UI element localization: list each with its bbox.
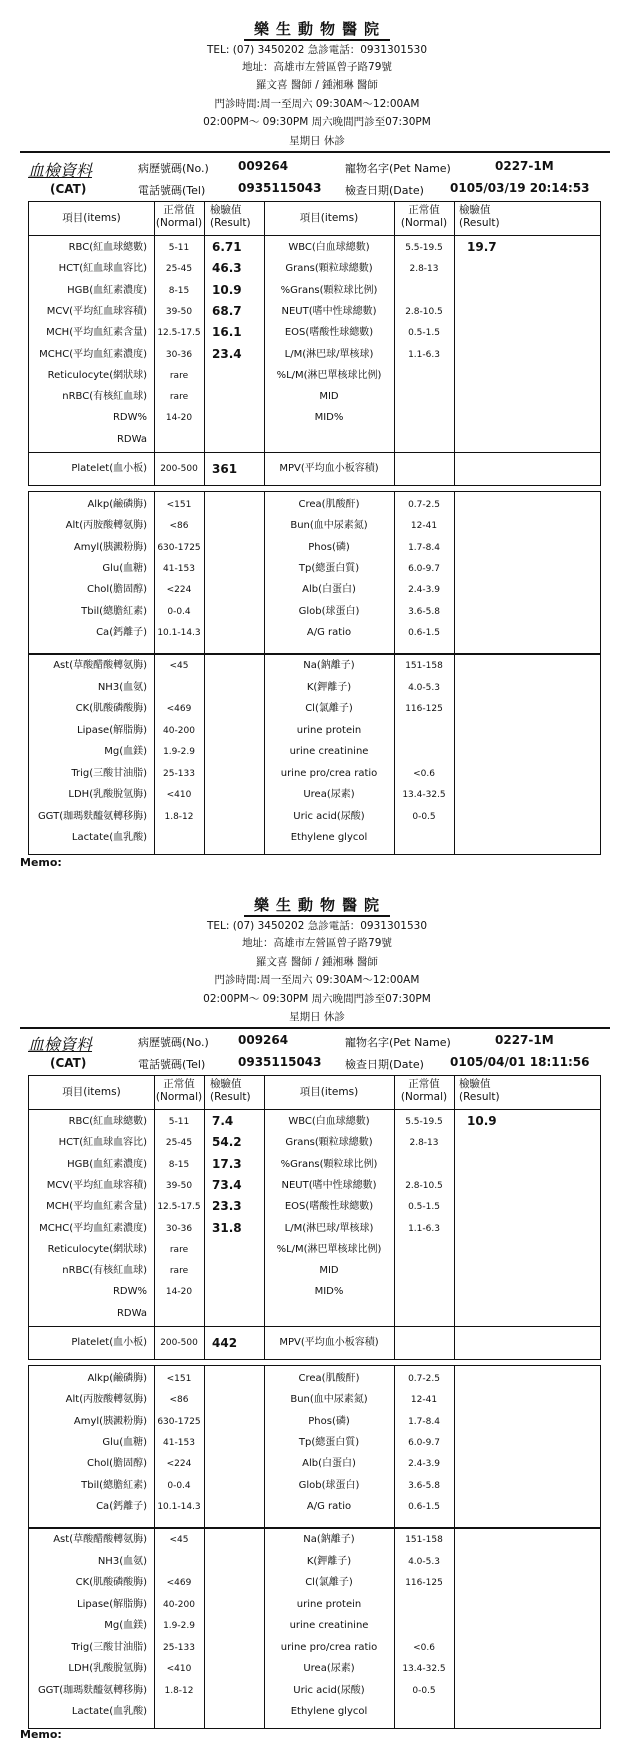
clinic-address: 地址：高雄市左營區曾子路79號: [242, 937, 392, 949]
normal-range: 0.5-1.5: [408, 328, 440, 339]
date-label: 檢查日期(Date): [345, 184, 424, 197]
clinic-closed-day: 星期日 休診: [289, 1011, 345, 1023]
test-item-label: Ethylene glycol: [290, 832, 368, 843]
test-item-label: Trig(三酸甘油脂): [71, 767, 147, 779]
normal-range: 151-158: [405, 1535, 443, 1545]
test-item-label: K(鉀離子): [306, 681, 352, 693]
column-divider: [454, 655, 455, 854]
test-item-label: Glob(球蛋白): [298, 605, 360, 617]
test-item-label: WBC(白血球總數): [288, 1116, 370, 1127]
normal-range: 12-41: [410, 521, 438, 532]
normal-range: 200-500: [160, 464, 198, 474]
test-item-label: Uric acid(尿酸): [293, 1684, 365, 1696]
test-result: 361: [212, 462, 238, 476]
normal-range: <45: [169, 661, 189, 671]
column-divider: [204, 492, 205, 653]
test-item-label: %Grans(顆粒球比例): [280, 1158, 378, 1170]
test-result: 23.4: [212, 346, 242, 361]
chem-table-2: [28, 1528, 601, 1729]
test-result: 73.4: [212, 1177, 242, 1192]
test-item-label: LDH(乳酸脫氫脢): [68, 789, 147, 800]
test-item-label: Trig(三酸甘油脂): [71, 1641, 147, 1653]
test-item-label: NEUT(嗜中性球總數): [281, 305, 377, 317]
normal-range: <151: [166, 500, 192, 510]
normal-range: 2.4-3.9: [408, 585, 440, 596]
test-item-label: Lipase(解脂脢): [77, 724, 147, 736]
test-item-label: Platelet(血小板): [71, 463, 147, 474]
column-header-normal: 正常值: [163, 204, 195, 216]
record-no: 009264: [238, 1033, 289, 1047]
test-item-label: MCHC(平均血紅素濃度): [39, 1222, 147, 1234]
report-title: 血檢資料: [28, 1035, 93, 1054]
test-item-label: MPV(平均血小板容積): [279, 1337, 379, 1348]
column-header-item: 項目(items): [62, 212, 121, 224]
column-header-result: (Result): [210, 217, 251, 229]
normal-range: <224: [166, 1459, 192, 1470]
normal-range: 13.4-32.5: [402, 790, 446, 800]
test-item-label: NH3(血氨): [97, 681, 147, 693]
normal-range: 1.1-6.3: [408, 1223, 440, 1234]
column-divider: [204, 1529, 205, 1728]
test-item-label: Tbil(總膽紅素): [81, 1479, 147, 1491]
test-item-label: Bun(血中尿素氮): [290, 520, 368, 532]
test-item-label: HGB(血紅素濃度): [67, 1158, 147, 1170]
tel-label: 電話號碼(Tel): [138, 184, 206, 197]
normal-range: 0.7-2.5: [408, 500, 440, 510]
column-header-result: (Result): [459, 1091, 500, 1103]
test-item-label: K(鉀離子): [306, 1555, 352, 1567]
test-item-label: L/M(淋巴球/單核球): [284, 1222, 374, 1234]
clinic-hours-evening: 02:00PM～ 09:30PM 周六晚間門診至07:30PM: [203, 993, 431, 1005]
normal-range: 10.1-14.3: [157, 627, 201, 638]
normal-range: 40-200: [163, 1599, 195, 1610]
normal-range: <469: [166, 1578, 192, 1588]
test-item-label: A/G ratio: [306, 626, 352, 638]
test-item-label: urine protein: [296, 724, 362, 736]
column-header-normal: (Normal): [155, 217, 203, 229]
column-divider: [454, 1529, 455, 1728]
normal-range: 200-500: [160, 1338, 198, 1348]
column-divider: [204, 1076, 205, 1359]
test-item-label: GGT(珈瑪麩醯氨轉移脢): [37, 810, 147, 822]
chem-table-2: [28, 654, 601, 855]
normal-range: rare: [169, 1244, 189, 1255]
test-item-label: Ast(草酸醋酸轉氨脢): [53, 660, 147, 671]
record-no: 009264: [238, 159, 289, 173]
memo-label: Memo:: [20, 1728, 62, 1741]
normal-range: <469: [166, 704, 192, 714]
normal-range: <151: [166, 1374, 192, 1384]
test-item-label: Lipase(解脂脢): [77, 1598, 147, 1610]
test-item-label: RDWa: [116, 433, 147, 445]
test-item-label: L/M(淋巴球/單核球): [284, 348, 374, 360]
column-header-normal: 正常值: [163, 1078, 195, 1090]
test-item-label: Reticulocyte(網狀球): [47, 369, 147, 381]
row-divider: [29, 1326, 600, 1327]
test-result: 54.2: [212, 1135, 242, 1150]
test-item-label: %L/M(淋巴單核球比例): [276, 369, 382, 381]
normal-range: 116-125: [405, 704, 443, 714]
test-item-label: Crea(肌酸酐): [298, 499, 360, 510]
test-item-label: Bun(血中尿素氮): [290, 1394, 368, 1406]
normal-range: <410: [166, 1664, 192, 1674]
test-result: 442: [212, 1336, 238, 1350]
normal-range: 25-45: [165, 264, 193, 275]
column-divider: [454, 202, 455, 485]
test-item-label: MID: [319, 391, 339, 403]
test-item-label: Na(鈉離子): [303, 1534, 355, 1545]
normal-range: 2.4-3.9: [408, 1459, 440, 1470]
test-item-label: Tp(總蛋白質): [298, 1436, 360, 1448]
test-item-label: Urea(尿素): [303, 789, 355, 800]
date-label: 檢查日期(Date): [345, 1058, 424, 1071]
test-item-label: Grans(顆粒球總數): [285, 1137, 373, 1149]
test-item-label: CK(肌酸磷酸脢): [75, 703, 147, 714]
test-item-label: MCH(平均血紅素含量): [46, 327, 147, 339]
test-item-label: Alt(丙胺酸轉氨脢): [65, 1394, 147, 1406]
test-item-label: Phos(磷): [308, 541, 350, 553]
normal-range: <45: [169, 1535, 189, 1545]
clinic-hours: 門診時間:周一至周六 09:30AM～12:00AM: [214, 974, 420, 986]
test-item-label: Ethylene glycol: [290, 1706, 368, 1717]
clinic-address: 地址：高雄市左營區曾子路79號: [242, 61, 392, 73]
normal-range: 12-41: [410, 1395, 438, 1406]
test-item-label: nRBC(有核紅血球): [62, 391, 147, 403]
memo-label: Memo:: [20, 856, 62, 869]
test-item-label: Alb(白蛋白): [302, 1458, 356, 1470]
test-item-label: A/G ratio: [306, 1500, 352, 1512]
normal-range: 41-153: [163, 1437, 195, 1448]
clinic-doctors: 羅文喜 醫師 / 鍾湘琳 醫師: [256, 79, 378, 91]
test-item-label: RDW%: [112, 412, 147, 424]
normal-range: 25-133: [163, 1642, 195, 1653]
exam-date: 0105/04/01 18:11:56: [450, 1055, 590, 1069]
column-divider: [204, 1366, 205, 1527]
test-item-label: Tp(總蛋白質): [298, 562, 360, 574]
test-item-label: Amyl(胰澱粉脢): [73, 1415, 147, 1427]
normal-range: 25-133: [163, 768, 195, 779]
test-item-label: Cl(氯離子): [305, 703, 353, 714]
chem-table-1: [28, 491, 601, 654]
cbc-table: [28, 201, 601, 486]
normal-range: <410: [166, 790, 192, 800]
clinic-phone: TEL: (07) 3450202 急診電話：0931301530: [206, 920, 428, 932]
test-result: 17.3: [212, 1156, 242, 1171]
report-title: 血檢資料: [28, 161, 93, 180]
normal-range: 1.7-8.4: [408, 1416, 440, 1427]
header-divider: [29, 235, 600, 236]
test-item-label: Ca(鈣離子): [96, 1500, 147, 1512]
normal-range: 0.6-1.5: [408, 627, 440, 638]
test-item-label: Mg(血鎂): [104, 1620, 147, 1631]
test-item-label: Chol(膽固醇): [86, 1458, 147, 1470]
normal-range: 5-11: [168, 1117, 190, 1127]
column-header-item: 項目(items): [299, 212, 359, 224]
test-item-label: MCV(平均紅血球容積): [46, 1179, 147, 1191]
normal-range: 116-125: [405, 1578, 443, 1588]
normal-range: <224: [166, 585, 192, 596]
test-item-label: Alkp(鹼磷脢): [87, 1373, 147, 1384]
normal-range: <86: [169, 1395, 189, 1406]
normal-range: 630-1725: [157, 1416, 201, 1427]
test-item-label: MID%: [314, 1286, 344, 1298]
normal-range: 0-0.5: [412, 1685, 436, 1696]
column-divider: [454, 1366, 455, 1527]
record-label: 病歷號碼(No.): [138, 162, 209, 175]
normal-range: 1.8-12: [164, 1685, 194, 1696]
column-header-normal: (Normal): [400, 217, 448, 229]
test-item-label: HCT(紅血球血容比): [58, 263, 147, 275]
normal-range: 41-153: [163, 563, 195, 574]
normal-range: 6.0-9.7: [408, 1437, 440, 1448]
test-item-label: MCV(平均紅血球容積): [46, 305, 147, 317]
test-item-label: EOS(嗜酸性球總數): [284, 1201, 374, 1213]
clinic-name: 樂生動物醫院: [0, 18, 634, 39]
tel: 0935115043: [238, 1055, 322, 1069]
test-item-label: Urea(尿素): [303, 1663, 355, 1674]
test-item-label: NEUT(嗜中性球總數): [281, 1179, 377, 1191]
clinic-phone: TEL: (07) 3450202 急診電話：0931301530: [206, 44, 428, 56]
test-item-label: MPV(平均血小板容積): [279, 463, 379, 474]
column-header-result: 檢驗值: [459, 1078, 491, 1090]
test-item-label: Na(鈉離子): [303, 660, 355, 671]
normal-range: 0-0.4: [167, 1480, 191, 1491]
test-result: 23.3: [212, 1199, 242, 1214]
test-item-label: Mg(血鎂): [104, 746, 147, 757]
test-result: 68.7: [212, 303, 242, 318]
test-item-label: Uric acid(尿酸): [293, 810, 365, 822]
record-label: 病歷號碼(No.): [138, 1036, 209, 1049]
normal-range: rare: [169, 392, 189, 403]
test-result: 46.3: [212, 261, 242, 276]
normal-range: <86: [169, 521, 189, 532]
normal-range: 30-36: [165, 349, 193, 360]
test-item-label: Lactate(血乳酸): [71, 1706, 147, 1717]
row-divider: [29, 452, 600, 453]
pet-name: 0227-1M: [495, 1033, 554, 1047]
header-divider: [29, 1109, 600, 1110]
test-item-label: %L/M(淋巴單核球比例): [276, 1243, 382, 1255]
normal-range: 1.1-6.3: [408, 349, 440, 360]
test-item-label: Chol(膽固醇): [86, 584, 147, 596]
test-item-label: Lactate(血乳酸): [71, 832, 147, 843]
test-item-label: Reticulocyte(網狀球): [47, 1243, 147, 1255]
column-divider: [454, 492, 455, 653]
test-result: 6.71: [212, 240, 242, 254]
column-divider: [454, 1076, 455, 1359]
test-item-label: %Grans(顆粒球比例): [280, 284, 378, 296]
clinic-hours: 門診時間:周一至周六 09:30AM～12:00AM: [214, 98, 420, 110]
test-item-label: RDW%: [112, 1286, 147, 1298]
column-header-result: 檢驗值: [459, 204, 491, 216]
column-header-normal: (Normal): [400, 1091, 448, 1103]
header-divider: [20, 151, 610, 153]
pet-name-label: 寵物名字(Pet Name): [345, 162, 451, 175]
normal-range: 10.1-14.3: [157, 1501, 201, 1512]
test-item-label: Ca(鈣離子): [96, 626, 147, 638]
normal-range: 39-50: [165, 1180, 193, 1191]
normal-range: 1.9-2.9: [163, 747, 195, 757]
tel-label: 電話號碼(Tel): [138, 1058, 206, 1071]
test-item-label: Alb(白蛋白): [302, 584, 356, 596]
test-item-label: Amyl(胰澱粉脢): [73, 541, 147, 553]
normal-range: 3.6-5.8: [408, 1480, 440, 1491]
test-item-label: Glu(血糖): [102, 562, 147, 574]
test-item-label: nRBC(有核紅血球): [62, 1265, 147, 1277]
normal-range: 1.7-8.4: [408, 542, 440, 553]
normal-range: <0.6: [413, 768, 435, 779]
column-header-result: (Result): [459, 217, 500, 229]
column-header-normal: 正常值: [408, 204, 440, 216]
test-item-label: RBC(紅血球總數): [68, 242, 147, 253]
test-item-label: urine creatinine: [289, 746, 369, 757]
test-item-label: MID: [319, 1265, 339, 1277]
clinic-closed-day: 星期日 休診: [289, 135, 345, 147]
test-item-label: Glu(血糖): [102, 1436, 147, 1448]
pet-name: 0227-1M: [495, 159, 554, 173]
normal-range: <0.6: [413, 1642, 435, 1653]
species: (CAT): [50, 182, 87, 196]
normal-range: 8-15: [168, 285, 190, 296]
test-item-label: Ast(草酸醋酸轉氨脢): [53, 1534, 147, 1545]
cbc-table: [28, 1075, 601, 1360]
normal-range: 12.5-17.5: [157, 328, 201, 339]
column-header-item: 項目(items): [299, 1086, 359, 1098]
column-divider: [204, 655, 205, 854]
normal-range: 5.5-19.5: [405, 243, 443, 253]
test-result: 10.9: [467, 1114, 497, 1128]
test-item-label: GGT(珈瑪麩醯氨轉移脢): [37, 1684, 147, 1696]
test-item-label: urine pro/crea ratio: [280, 767, 378, 779]
normal-range: 0.7-2.5: [408, 1374, 440, 1384]
column-header-normal: 正常值: [408, 1078, 440, 1090]
test-result: 31.8: [212, 1220, 242, 1235]
normal-range: rare: [169, 1266, 189, 1277]
normal-range: 0-0.4: [167, 606, 191, 617]
test-result: 16.1: [212, 325, 242, 340]
test-result: 19.7: [467, 240, 497, 254]
normal-range: 13.4-32.5: [402, 1664, 446, 1674]
normal-range: 12.5-17.5: [157, 1202, 201, 1213]
test-item-label: HCT(紅血球血容比): [58, 1137, 147, 1149]
test-item-label: Alkp(鹼磷脢): [87, 499, 147, 510]
normal-range: 3.6-5.8: [408, 606, 440, 617]
clinic-hours-evening: 02:00PM～ 09:30PM 周六晚間門診至07:30PM: [203, 116, 431, 128]
test-item-label: Alt(丙胺酸轉氨脢): [65, 520, 147, 532]
test-item-label: Grans(顆粒球總數): [285, 263, 373, 275]
normal-range: 0.6-1.5: [408, 1501, 440, 1512]
test-item-label: MID%: [314, 412, 344, 424]
header-divider: [20, 1027, 610, 1029]
normal-range: 151-158: [405, 661, 443, 671]
test-result: 10.9: [212, 282, 242, 297]
test-item-label: urine creatinine: [289, 1620, 369, 1631]
test-item-label: EOS(嗜酸性球總數): [284, 327, 374, 339]
normal-range: 1.9-2.9: [163, 1621, 195, 1631]
column-header-result: 檢驗值: [210, 204, 242, 216]
blood-report-2: [0, 872, 634, 1744]
column-header-result: 檢驗值: [210, 1078, 242, 1090]
column-header-normal: (Normal): [155, 1091, 203, 1103]
normal-range: rare: [169, 370, 189, 381]
column-header-item: 項目(items): [62, 1086, 121, 1098]
normal-range: 40-200: [163, 725, 195, 736]
column-divider: [204, 202, 205, 485]
tel: 0935115043: [238, 181, 322, 195]
normal-range: 6.0-9.7: [408, 563, 440, 574]
column-header-result: (Result): [210, 1091, 251, 1103]
normal-range: 14-20: [165, 413, 193, 424]
normal-range: 2.8-13: [409, 1138, 439, 1149]
normal-range: 5-11: [168, 243, 190, 253]
test-item-label: RDWa: [116, 1307, 147, 1319]
test-item-label: NH3(血氨): [97, 1555, 147, 1567]
clinic-name: 樂生動物醫院: [0, 894, 634, 915]
normal-range: 630-1725: [157, 542, 201, 553]
exam-date: 0105/03/19 20:14:53: [450, 181, 590, 195]
test-item-label: Phos(磷): [308, 1415, 350, 1427]
normal-range: 0.5-1.5: [408, 1202, 440, 1213]
normal-range: 1.8-12: [164, 811, 194, 822]
clinic-doctors: 羅文喜 醫師 / 鍾湘琳 醫師: [256, 956, 378, 968]
species: (CAT): [50, 1056, 87, 1070]
normal-range: 25-45: [165, 1138, 193, 1149]
pet-name-label: 寵物名字(Pet Name): [345, 1036, 451, 1049]
test-item-label: Tbil(總膽紅素): [81, 605, 147, 617]
test-item-label: Glob(球蛋白): [298, 1479, 360, 1491]
test-item-label: Crea(肌酸酐): [298, 1373, 360, 1384]
normal-range: 2.8-10.5: [405, 1180, 443, 1191]
test-item-label: CK(肌酸磷酸脢): [75, 1577, 147, 1588]
test-item-label: Cl(氯離子): [305, 1577, 353, 1588]
normal-range: 30-36: [165, 1223, 193, 1234]
test-item-label: WBC(白血球總數): [288, 242, 370, 253]
normal-range: 2.8-13: [409, 264, 439, 275]
normal-range: 4.0-5.3: [408, 682, 440, 693]
test-item-label: HGB(血紅素濃度): [67, 284, 147, 296]
test-item-label: Platelet(血小板): [71, 1337, 147, 1348]
test-item-label: RBC(紅血球總數): [68, 1116, 147, 1127]
test-item-label: urine pro/crea ratio: [280, 1641, 378, 1653]
normal-range: 2.8-10.5: [405, 306, 443, 317]
normal-range: 4.0-5.3: [408, 1556, 440, 1567]
test-item-label: MCH(平均血紅素含量): [46, 1201, 147, 1213]
normal-range: 14-20: [165, 1287, 193, 1298]
test-item-label: MCHC(平均血紅素濃度): [39, 348, 147, 360]
test-result: 7.4: [212, 1114, 234, 1128]
normal-range: 0-0.5: [412, 811, 436, 822]
normal-range: 5.5-19.5: [405, 1117, 443, 1127]
normal-range: 8-15: [168, 1159, 190, 1170]
test-item-label: urine protein: [296, 1598, 362, 1610]
chem-table-1: [28, 1365, 601, 1528]
test-item-label: LDH(乳酸脫氫脢): [68, 1663, 147, 1674]
normal-range: 39-50: [165, 306, 193, 317]
